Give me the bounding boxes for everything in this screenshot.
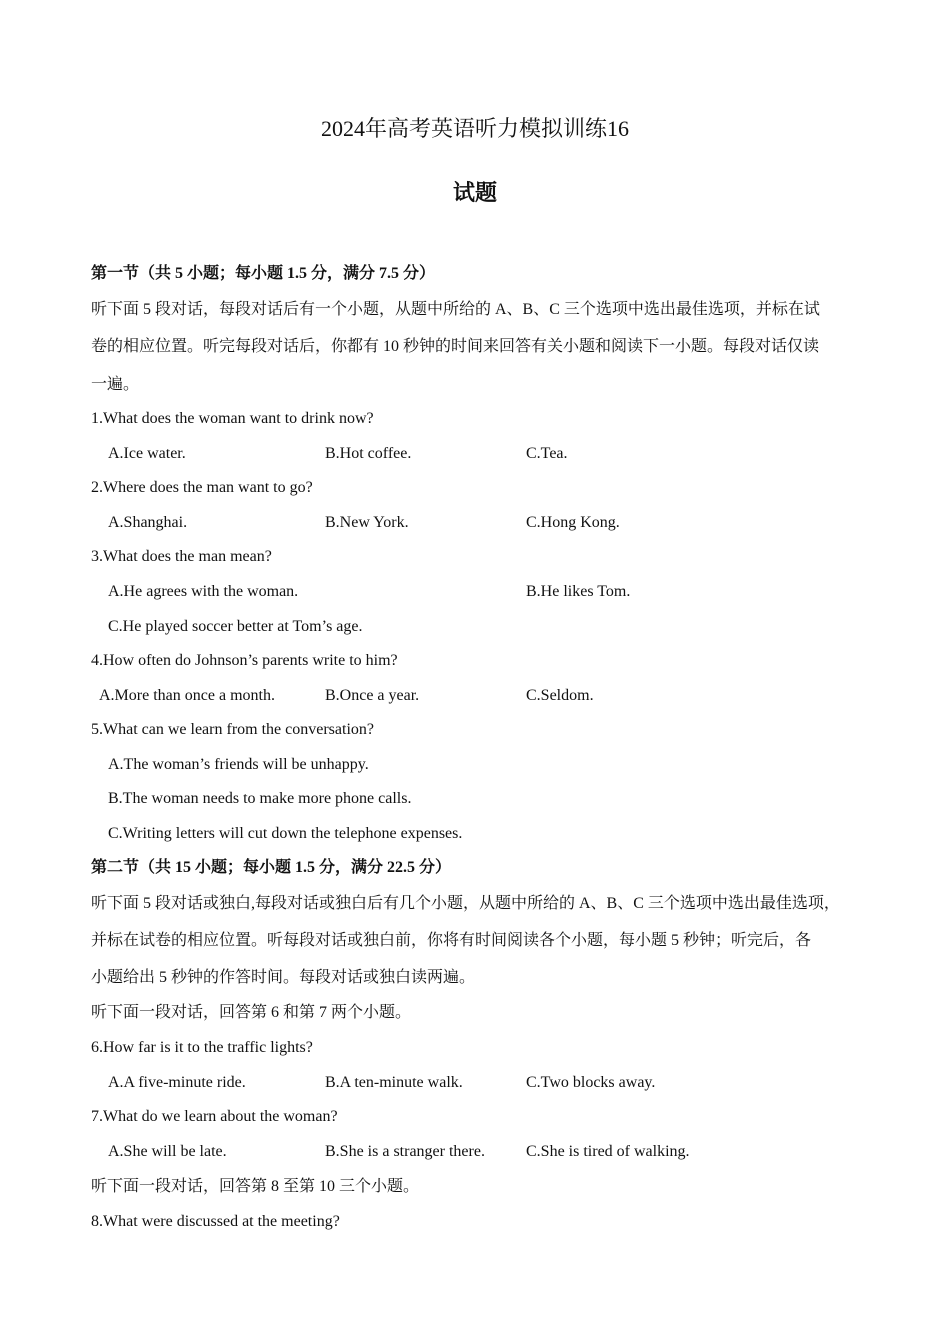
section2-instruction-line: 听下面 5 段对话或独白,每段对话或独白后有几个小题，从题中所给的 A、B、C 三个选项中选出最佳选项， xyxy=(91,895,840,912)
option-c: C.Tea. xyxy=(526,445,568,462)
option-a: A.The woman’s friends will be unhappy. xyxy=(108,756,369,773)
question-stem: 7.What do we learn about the woman? xyxy=(91,1108,338,1125)
option-c: C.He played soccer better at Tom’s age. xyxy=(108,618,363,635)
question-stem: 1.What does the woman want to drink now? xyxy=(91,410,374,427)
option-b: B.New York. xyxy=(325,514,409,531)
question-stem: 6.How far is it to the traffic lights? xyxy=(91,1039,313,1056)
section1-instruction-line: 卷的相应位置。听完每段对话后，你都有 10 秒钟的时间来回答有关小题和阅读下一小题。每段对话仅读 xyxy=(91,338,820,355)
section2-heading: 第二节（共 15 小题；每小题 1.5 分，满分 22.5 分） xyxy=(91,859,452,876)
section1-instruction-line: 听下面 5 段对话，每段对话后有一个小题，从题中所给的 A、B、C 三个选项中选出最佳选项，并标在试 xyxy=(91,301,820,318)
option-a: A.A five-minute ride. xyxy=(108,1074,246,1091)
page-subtitle: 试题 xyxy=(452,180,497,205)
question-stem: 8.What were discussed at the meeting? xyxy=(91,1213,340,1230)
group-instruction: 听下面一段对话，回答第 8 至第 10 三个小题。 xyxy=(91,1178,420,1195)
section2-instruction-line: 并标在试卷的相应位置。听每段对话或独白前，你将有时间阅读各个小题，每小题 5 秒钟；听完后，各 xyxy=(91,932,812,949)
section1-heading: 第一节（共 5 小题；每小题 1.5 分，满分 7.5 分） xyxy=(91,265,436,282)
section1-instruction-line: 一遍。 xyxy=(91,376,140,393)
question-stem: 4.How often do Johnson’s parents write to him? xyxy=(91,652,398,669)
option-b: B.She is a stranger there. xyxy=(325,1143,485,1160)
option-c: C.Writing letters will cut down the telephone expenses. xyxy=(108,825,463,842)
option-b: B.The woman needs to make more phone calls. xyxy=(108,790,412,807)
option-c: C.Seldom. xyxy=(526,687,594,704)
option-a: A.Ice water. xyxy=(108,445,186,462)
group-instruction: 听下面一段对话，回答第 6 和第 7 两个小题。 xyxy=(91,1004,412,1021)
option-b: B.Once a year. xyxy=(325,687,420,704)
option-a: A.Shanghai. xyxy=(108,514,188,531)
question-stem: 3.What does the man mean? xyxy=(91,548,272,565)
option-b: B.He likes Tom. xyxy=(526,583,631,600)
option-c: C.Two blocks away. xyxy=(526,1074,656,1091)
option-a: A.She will be late. xyxy=(108,1143,227,1160)
question-stem: 2.Where does the man want to go? xyxy=(91,479,313,496)
option-a: A.More than once a month. xyxy=(99,687,275,704)
option-a: A.He agrees with the woman. xyxy=(108,583,299,600)
option-c: C.Hong Kong. xyxy=(526,514,620,531)
question-stem: 5.What can we learn from the conversation? xyxy=(91,721,374,738)
option-b: B.A ten-minute walk. xyxy=(325,1074,463,1091)
section2-instruction-line: 小题给出 5 秒钟的作答时间。每段对话或独白读两遍。 xyxy=(91,969,476,986)
option-b: B.Hot coffee. xyxy=(325,445,412,462)
option-c: C.She is tired of walking. xyxy=(526,1143,690,1160)
page-title: 2024年高考英语听力模拟训练16 xyxy=(320,116,629,141)
